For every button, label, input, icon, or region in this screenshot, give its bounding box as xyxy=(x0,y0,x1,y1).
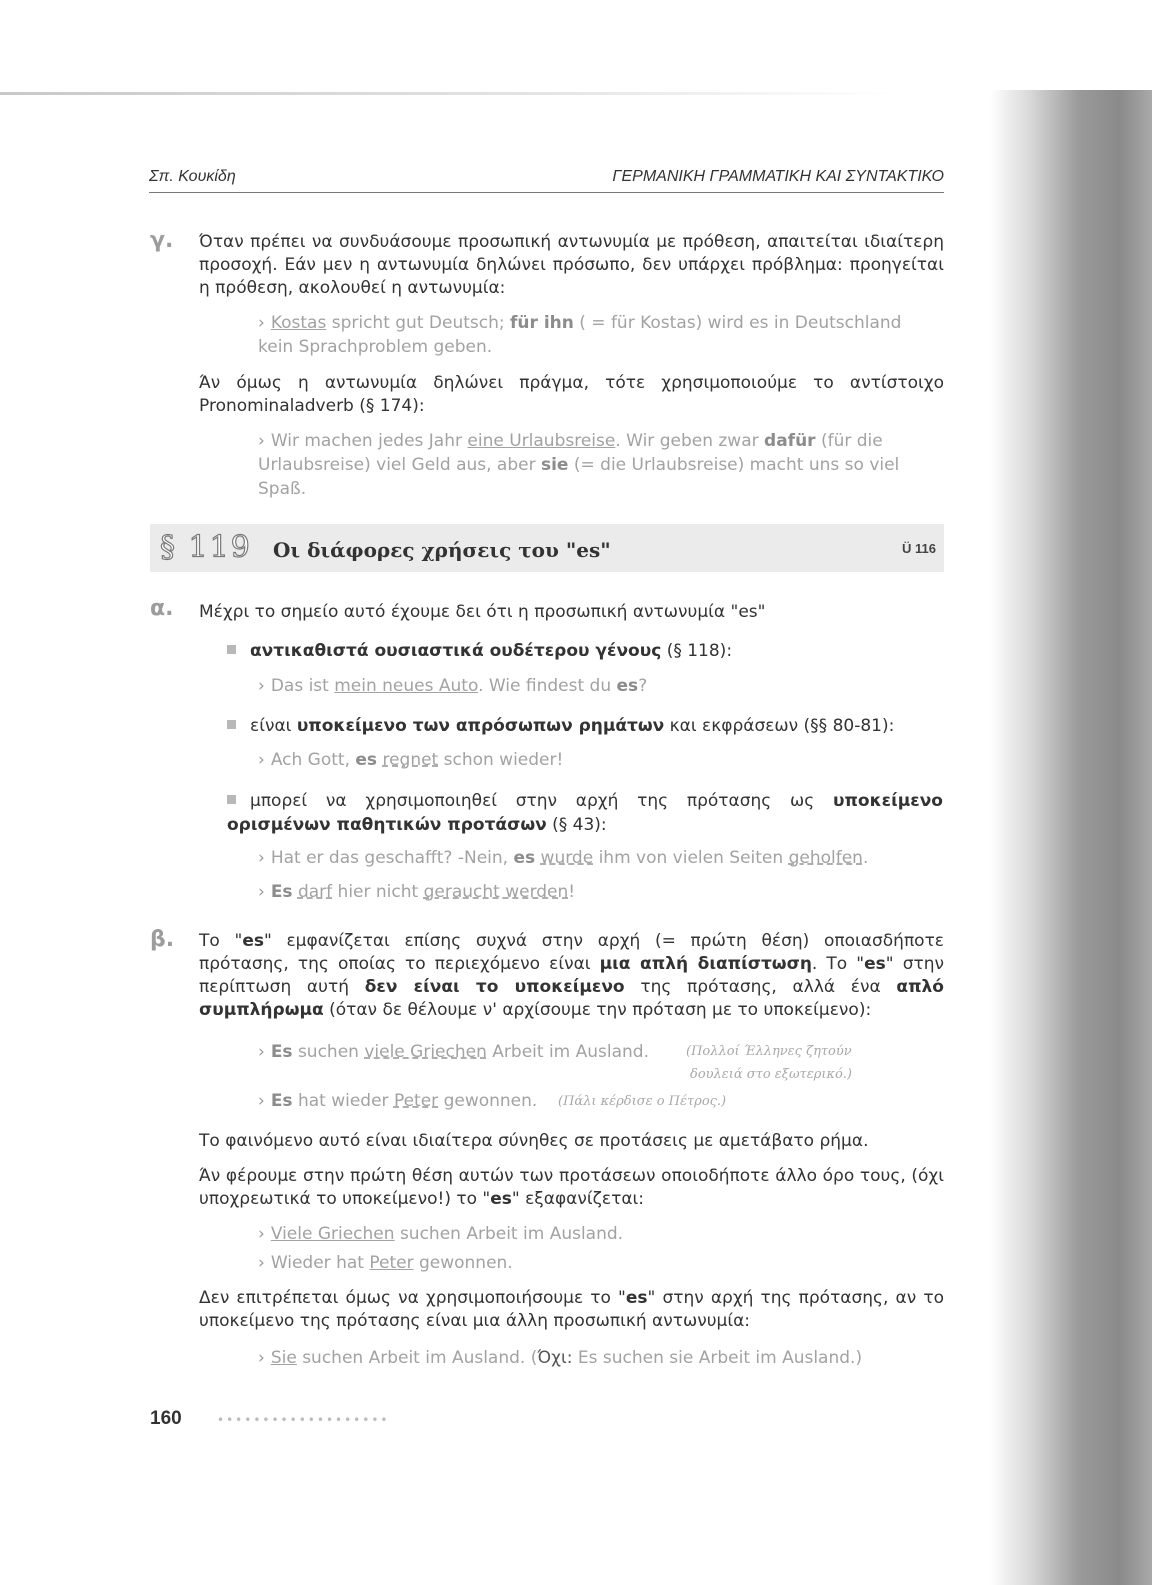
ex-text: hier nicht xyxy=(332,882,424,902)
p-text: " εξαφανίζεται: xyxy=(511,1189,644,1209)
arrow-icon: › xyxy=(258,882,265,902)
bullet-bold: υποκείμενο των απρόσωπων ρημάτων xyxy=(296,716,665,736)
arrow-icon: › xyxy=(258,750,265,770)
ex-text: . Wie findest du xyxy=(478,676,617,696)
ex-dashed: geholfen xyxy=(788,848,863,868)
alpha-example-2 xyxy=(258,748,938,772)
alpha-intro: Μέχρι το σημείο αυτό έχουμε δει ότι η προσωπική αντωνυμία "es" xyxy=(199,602,766,622)
ex-emphasis: Όχι: xyxy=(537,1348,573,1368)
ex-dashed: geraucht werden xyxy=(423,882,569,902)
ex-bold: es xyxy=(355,750,378,770)
arrow-icon: › xyxy=(258,1348,265,1368)
p-bold: es xyxy=(864,954,886,974)
alpha-example-3 xyxy=(258,846,938,870)
alpha-marker: α. xyxy=(150,596,174,621)
p-bold: es xyxy=(625,1288,648,1308)
ex-text: Wir machen jedes Jahr xyxy=(270,431,468,451)
ex-underlined: mein neues Auto xyxy=(334,676,479,696)
greek-translation-1a: (Πολλοί Έλληνες ζητούν xyxy=(686,1044,852,1059)
bullet-2 xyxy=(227,714,947,738)
gamma-example-2 xyxy=(258,429,938,501)
ex-text: suchen Arbeit im Ausland. xyxy=(394,1224,624,1244)
gamma-marker: γ. xyxy=(150,228,174,253)
alpha-example-1 xyxy=(258,674,938,698)
ex-bold: Es xyxy=(270,882,293,902)
ex-text: . xyxy=(862,848,869,868)
ex-text: Hat er das geschafft? -Nein, xyxy=(270,848,514,868)
p-text: (όταν δε θέλουμε ν' αρχίσουμε την πρόταση με το υποκείμενο): xyxy=(323,1000,872,1020)
p-text: Δεν επιτρέπεται όμως να χρησιμοποιήσουμε το " xyxy=(199,1288,626,1308)
header-author: Σπ. Κουκίδη xyxy=(149,168,236,185)
greek-translation-1b: δουλειά στο εξωτερικό.) xyxy=(690,1067,853,1082)
ex-text: . Wir geben zwar xyxy=(615,431,765,451)
ex-bold: dafür xyxy=(764,431,816,451)
arrow-icon: › xyxy=(258,1224,265,1244)
ex-dashed: wurde xyxy=(540,848,594,868)
ex-text: schon wieder! xyxy=(438,750,564,770)
footer-dots: ••••••••••••••••••• xyxy=(217,1413,390,1427)
gamma-example-1 xyxy=(258,311,938,359)
ex-dashed: viele Griechen xyxy=(364,1042,487,1062)
p-text: " εμφανίζεται επίσης συχνά στην αρχή (= πρώτη θέση) οποιασδήποτε πρότασης, της οποίας το περιεχόμενο είναι xyxy=(199,931,944,974)
p-text: " στην αρχή της πρότασης, αν το υποκείμενο της πρότασης είναι μια άλλη προσωπική αντωνυμία: xyxy=(199,1288,944,1331)
ex-text: Arbeit im Ausland. xyxy=(486,1042,649,1062)
ex-bold: es xyxy=(513,848,536,868)
p-bold: es xyxy=(490,1189,512,1209)
bullet-3 xyxy=(227,789,943,837)
beta-paragraph-4 xyxy=(199,1287,944,1333)
ex-text: ? xyxy=(638,676,648,696)
ex-text: Wieder hat xyxy=(270,1253,370,1273)
greek-translation-2: (Πάλι κέρδισε ο Πέτρος.) xyxy=(558,1094,727,1109)
ex-text: spricht gut Deutsch; xyxy=(326,313,511,333)
arrow-icon: › xyxy=(258,1091,265,1111)
beta-example-3 xyxy=(258,1222,938,1246)
p-bold: μια απλή διαπίστωση xyxy=(599,954,812,974)
ex-text: hat wieder xyxy=(292,1091,394,1111)
bullet-text: και εκφράσεων (§§ 80-81): xyxy=(664,716,895,736)
ex-bold: Es xyxy=(270,1091,293,1111)
alpha-example-4 xyxy=(258,880,938,904)
arrow-icon: › xyxy=(258,676,265,696)
beta-paragraph-1 xyxy=(199,930,944,1022)
p-bold: απλό συμπλήρωμα xyxy=(199,977,944,1020)
ex-text: ( = für Kostas) wird es in Deutschland kein Sprachproblem geben. xyxy=(258,313,902,357)
header-title: ΓΕΡΜΑΝΙΚΗ ΓΡΑΜΜΑΤΙΚΗ ΚΑΙ ΣΥΝΤΑΚΤΙΚΟ xyxy=(612,168,944,185)
ex-text: Es suchen sie Arbeit im Ausland.) xyxy=(572,1348,863,1368)
page-binding-shadow xyxy=(990,90,1152,1585)
arrow-icon: › xyxy=(258,1253,265,1273)
p-bold: δεν είναι το υποκείμενο xyxy=(364,977,625,997)
p-text: . Το " xyxy=(811,954,865,974)
bullet-text: είναι xyxy=(250,716,297,736)
ex-text: suchen xyxy=(292,1042,365,1062)
square-bullet-icon xyxy=(227,795,236,804)
ex-underlined: Sie xyxy=(270,1348,297,1368)
arrow-icon: › xyxy=(258,1042,265,1062)
ex-dashed: regnet xyxy=(382,750,439,770)
running-header xyxy=(149,164,944,193)
gamma-paragraph-2: Άν όμως η αντωνυμία δηλώνει πράγμα, τότε χρησιμοποιούμε το αντίστοιχο Pronominaladverb (§ 174): xyxy=(199,373,944,416)
beta-marker: β. xyxy=(150,927,175,952)
ex-underlined: Kostas xyxy=(270,313,327,333)
ex-dashed: Peter xyxy=(393,1091,439,1111)
exercise-reference: Ü 116 xyxy=(902,541,936,556)
arrow-icon: › xyxy=(258,313,265,333)
ex-text: gewonnen. xyxy=(438,1091,538,1111)
ex-bold: sie xyxy=(540,455,569,475)
page-number: 160 xyxy=(150,1408,182,1429)
p-text: " στην περίπτωση αυτή xyxy=(199,954,944,997)
ex-bold: für ihn xyxy=(510,313,574,333)
square-bullet-icon xyxy=(227,720,236,729)
bullet-text: (§ 43): xyxy=(546,815,607,835)
ex-text: ihm von vielen Seiten xyxy=(593,848,789,868)
arrow-icon: › xyxy=(258,431,265,451)
bullet-bold: αντικαθιστά ουσιαστικά ουδέτερου γένους xyxy=(250,641,662,661)
ex-underlined: Peter xyxy=(369,1253,414,1273)
beta-example-5 xyxy=(258,1346,938,1370)
ex-bold: es xyxy=(616,676,639,696)
ex-underlined: eine Urlaubsreise xyxy=(467,431,616,451)
ex-text: (für die Urlaubsreise) viel Geld aus, aber xyxy=(258,431,883,475)
ex-text: Das ist xyxy=(270,676,335,696)
section-number: § 119 xyxy=(160,530,252,565)
section-title: Οι διάφορες χρήσεις του "es" xyxy=(273,538,611,562)
p-text: της πρότασης, αλλά ένα xyxy=(624,977,897,997)
ex-bold: Es xyxy=(270,1042,293,1062)
bullet-bold: υποκείμενο ορισμένων παθητικών προτάσων xyxy=(227,791,943,835)
square-bullet-icon xyxy=(227,645,236,654)
ex-text: suchen Arbeit im Ausland. ( xyxy=(296,1348,538,1368)
ex-text: Ach Gott, xyxy=(270,750,356,770)
ex-underlined: Viele Griechen xyxy=(270,1224,395,1244)
bullet-text: μπορεί να χρησιμοποιηθεί στην αρχή της πρότασης ως xyxy=(250,791,833,811)
bullet-1 xyxy=(227,639,947,663)
ex-text: ! xyxy=(568,882,576,902)
bullet-text: (§ 118): xyxy=(661,641,733,661)
p-bold: es xyxy=(242,931,264,951)
beta-paragraph-2: Το φαινόμενο αυτό είναι ιδιαίτερα σύνηθες σε προτάσεις με αμετάβατο ρήμα. xyxy=(199,1131,869,1151)
ex-text: gewonnen. xyxy=(413,1253,513,1273)
gamma-paragraph-1: Όταν πρέπει να συνδυάσουμε προσωπική αντωνυμία με πρόθεση, απαιτείται ιδιαίτερη προσοχή. Εάν μεν η αντωνυμία δηλώνει πρόσωπο, δεν υπάρχει πρόβλημα: προηγείται η πρόθεση, ακολουθεί η αντωνυμία: xyxy=(199,232,944,298)
arrow-icon: › xyxy=(258,848,265,868)
p-text: Το " xyxy=(199,931,243,951)
beta-example-4 xyxy=(258,1251,938,1275)
ex-dashed: darf xyxy=(297,882,333,902)
beta-paragraph-3 xyxy=(199,1165,944,1211)
p-text: Άν φέρουμε στην πρώτη θέση αυτών των προτάσεων οποιοδήποτε άλλο όρο τους, (όχι υποχρεωτικά το υποκείμενο!) το " xyxy=(199,1166,944,1209)
ex-text: (= die Urlaubsreise) macht uns so viel Spaß. xyxy=(258,455,900,499)
